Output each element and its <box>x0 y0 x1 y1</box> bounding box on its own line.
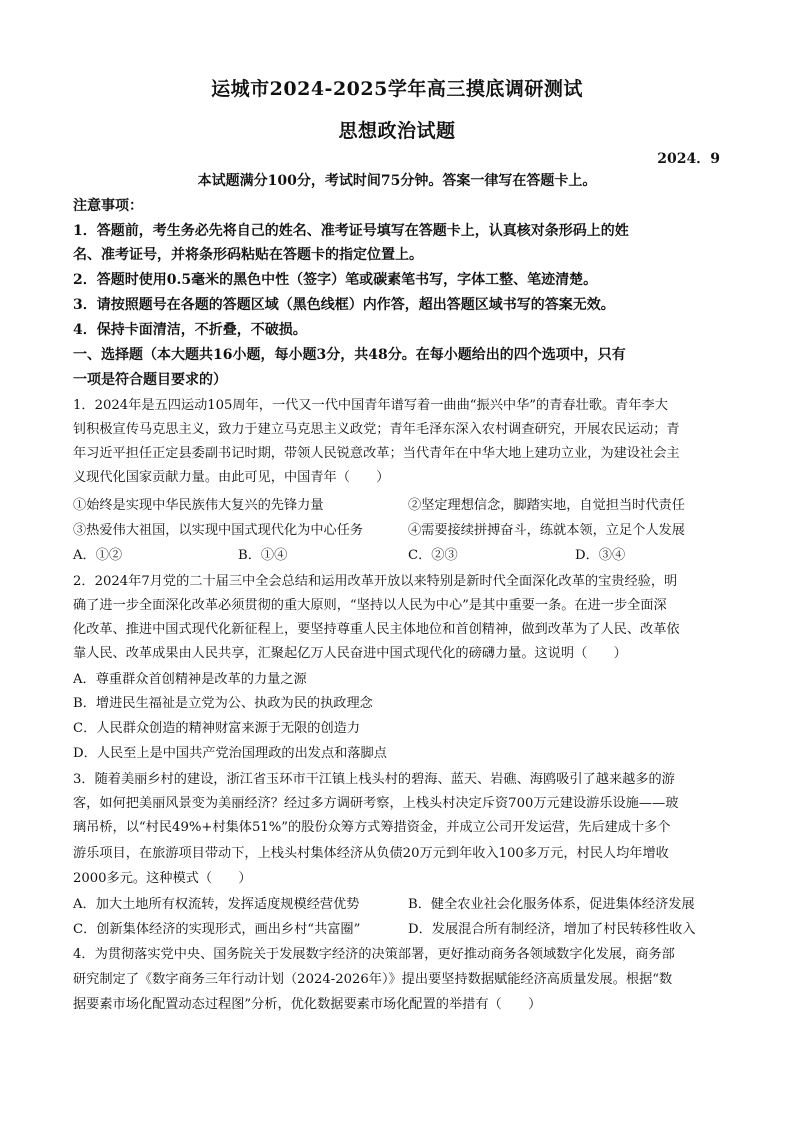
question-2-stem: 化改革、推进中国式现代化新征程上，要坚持尊重人民主体地位和首创精神，做到改革为了人民、改革依 <box>73 622 680 637</box>
question-3-option-a: A．加大土地所有权流转，发挥适度规模经营优势 <box>73 897 360 912</box>
notice-item: 3．请按照题号在各题的答题区域（黑色线框）内作答，超出答题区域书写的答案无效。 <box>73 297 615 313</box>
question-1-statement-4: ④需要接续拼搏奋斗，练就本领，立足个人发展 <box>408 523 685 538</box>
notice-item: 1．答题前，考生务必先将自己的姓名、准考证号填写在答题卡上，认真核对条形码上的姓 <box>73 223 629 239</box>
exam-title: 运城市2024-2025学年高三摸底调研测试 <box>211 78 583 100</box>
question-1-stem: 年习近平担任正定县委副书记时期，带领人民锐意改革；当代青年在中华大地上建功立业，为建设社会主 <box>73 446 680 461</box>
question-1-stem: 1．2024年是五四运动105周年，一代又一代中国青年谱写着一曲曲“振兴中华”的青春壮歌。青年李大 <box>73 398 668 413</box>
question-1-option-b: B．①④ <box>238 548 288 563</box>
question-2-option-a: A．尊重群众首创精神是改革的力量之源 <box>73 672 307 687</box>
question-3-stem: 3．随着美丽乡村的建设，浙江省玉环市干江镇上栈头村的碧海、蓝天、岩礁、海鸥吸引了越来越多的游 <box>73 772 675 787</box>
exam-subtitle: 思想政治试题 <box>338 120 456 142</box>
question-4-stem: 4．为贯彻落实党中央、国务院关于发展数字经济的决策部署，更好推动商务各领域数字化发展，商务部 <box>73 947 675 962</box>
question-1-stem: 义现代化国家贡献力量。由此可见，中国青年（ ） <box>73 470 390 485</box>
question-1-statement-3: ③热爱伟大祖国，以实现中国式现代化为中心任务 <box>73 523 364 538</box>
question-2-stem: 确了进一步全面深化改革必须贯彻的重大原则，“坚持以人民为中心”是其中重要一条。在进一步全面深 <box>73 598 667 613</box>
notice-heading: 注意事项： <box>73 198 143 214</box>
notice-item: 名、准考证号，并将条形码粘贴在答题卡的指定位置上。 <box>73 247 423 263</box>
question-3-stem: 2000多元。这种模式（ ） <box>73 871 252 886</box>
question-3-stem: 客，如何把美丽风景变为美丽经济？经过多方调研考察，上栈头村决定斥资700万元建设游乐设施——玻 <box>73 796 679 811</box>
question-1-option-d: D．③④ <box>575 548 626 563</box>
question-1-stem: 钊积极宣传马克思主义，致力于建立马克思主义政党；青年毛泽东深入农村调查研究，开展农民运动；青 <box>73 422 680 437</box>
question-3-stem: 游乐项目，在旅游项目带动下，上栈头村集体经济从负债20万元到年收入100多万元，村民人均年增收 <box>73 846 669 861</box>
question-1-statement-2: ②坚定理想信念，脚踏实地，自觉担当时代责任 <box>408 498 685 513</box>
question-3-option-b: B．健全农业社会化服务体系，促进集体经济发展 <box>408 897 695 912</box>
question-1-option-a: A．①② <box>73 548 123 563</box>
question-1-statement-1: ①始终是实现中华民族伟大复兴的先锋力量 <box>73 498 324 513</box>
question-2-option-b: B．增进民生福祉是立党为公、执政为民的执政理念 <box>73 696 373 711</box>
question-2-option-d: D．人民至上是中国共产党治国理政的出发点和落脚点 <box>73 746 387 761</box>
question-2-stem: 靠人民、改革成果由人民共享，汇聚起亿万人民奋进中国式现代化的磅礴力量。这说明（ ） <box>73 646 627 661</box>
section-heading: 一、选择题（本大题共16小题，每小题3分，共48分。在每小题给出的四个选项中，只有 <box>73 347 626 363</box>
question-1-option-c: C．②③ <box>408 548 458 563</box>
question-3-stem: 璃吊桥，以“村民49%+村集体51%”的股份众筹方式筹措资金，并成立公司开发运营，先后建成十多个 <box>73 820 671 835</box>
question-3-option-c: C．创新集体经济的实现形式，画出乡村“共富圈” <box>73 922 361 937</box>
section-heading-cont: 一项是符合题目要求的） <box>73 372 227 388</box>
question-4-stem: 据要素市场化配置动态过程图”分析，优化数据要素市场化配置的举措有（ ） <box>73 997 542 1012</box>
notice-item: 2．答题时使用0.5毫米的黑色中性（签字）笔或碳素笔书写，字体工整、笔迹清楚。 <box>73 272 598 288</box>
exam-intro: 本试题满分100分，考试时间75分钟。答案一律写在答题卡上。 <box>197 173 597 189</box>
question-2-option-c: C．人民群众创造的精神财富来源于无限的创造力 <box>73 721 361 736</box>
question-4-stem: 研究制定了《数字商务三年行动计划（2024-2026年）》提出要坚持数据赋能经济高质量发展。根据“数 <box>73 972 673 987</box>
notice-item: 4．保持卡面清洁，不折叠，不破损。 <box>73 322 307 338</box>
question-3-option-d: D．发展混合所有制经济，增加了村民转移性收入 <box>408 922 696 937</box>
exam-date: 2024．9 <box>657 151 720 167</box>
question-2-stem: 2．2024年7月党的二十届三中全会总结和运用改革开放以来特别是新时代全面深化改革的宝贵经验，明 <box>73 574 678 589</box>
